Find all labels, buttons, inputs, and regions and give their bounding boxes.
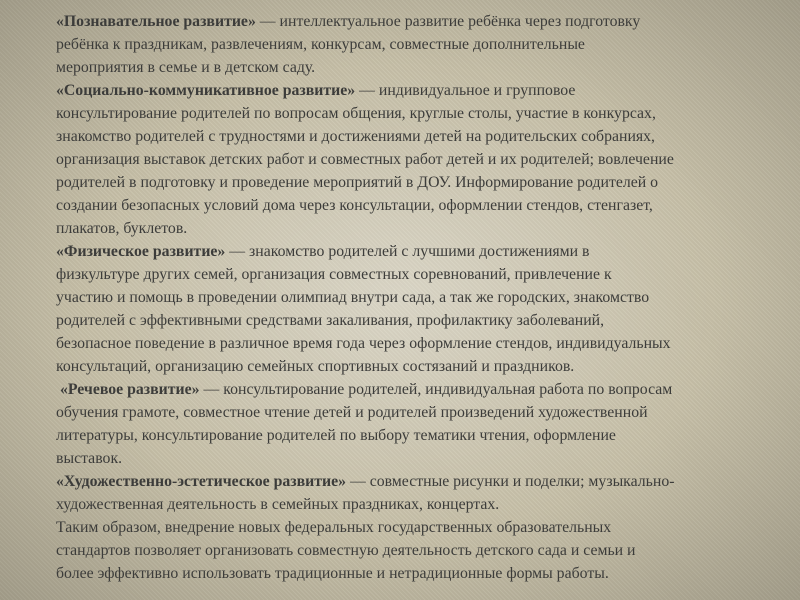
section-heading: «Физическое развитие» (56, 243, 226, 260)
section-line: выставок. (56, 450, 123, 467)
section-physical (56, 240, 761, 378)
section-text: — совместные рисунки и поделки; музыкально- (346, 473, 675, 490)
section-line: литературы, консультирование родителей по выбору тематики чтения, оформление (56, 427, 616, 444)
section-heading: «Речевое развитие» (56, 381, 200, 398)
section-text: — знакомство родителей с лучшими достижениями в (225, 243, 590, 260)
section-first-line (56, 79, 761, 102)
conclusion-line: более эффективно использовать традиционные и нетрадиционные формы работы. (56, 565, 609, 582)
section-line: создании безопасных условий дома через консультации, оформлении стендов, стенгазет, (56, 197, 653, 214)
section-first-line (56, 470, 761, 493)
section-line: ребёнка к праздникам, развлечениям, конкурсам, совместные дополнительные (56, 36, 585, 53)
section-line: физкультуре других семей, организация совместных соревнований, привлечение к (56, 266, 612, 283)
section-line: участию и помощь в проведении олимпиад внутри сада, а так же городских, знакомство (56, 289, 650, 306)
section-text: — индивидуальное и групповое (355, 82, 576, 99)
section-heading: «Познавательное развитие» (56, 13, 256, 30)
section-text: — консультирование родителей, индивидуальная работа по вопросам (199, 381, 673, 398)
section-artistic (56, 470, 761, 516)
section-line: родителей с эффективными средствами закаливания, профилактику заболеваний, (56, 312, 605, 329)
conclusion-paragraph (56, 516, 761, 585)
conclusion-line: стандартов позволяет организовать совместную деятельность детского сада и семьи и (56, 542, 636, 559)
section-line: художественная деятельность в семейных праздниках, концертах. (56, 496, 500, 513)
section-speech (56, 378, 761, 470)
section-line: организация выставок детских работ и совместных работ детей и их родителей; вовлечение (56, 151, 674, 168)
section-line: родителей в подготовку и проведение мероприятий в ДОУ. Информирование родителей о (56, 174, 659, 191)
section-social (56, 79, 761, 240)
section-line: знакомство родителей с трудностями и достижениями детей на родительских собраниях, (56, 128, 656, 145)
text-body (56, 10, 761, 585)
section-line: плакатов, буклетов. (56, 220, 188, 237)
section-line: мероприятия в семье и в детском саду. (56, 59, 316, 76)
section-heading: «Социально-коммуникативное развитие» (56, 82, 356, 99)
section-first-line (56, 240, 761, 263)
section-first-line (56, 10, 761, 33)
section-first-line (56, 378, 761, 401)
section-line: консультирование родителей по вопросам общения, круглые столы, участие в конкурсах, (56, 105, 656, 122)
section-heading: «Художественно-эстетическое развитие» (56, 473, 347, 490)
section-line: консультаций, организацию семейных спортивных состязаний и праздников. (56, 358, 575, 375)
conclusion-line: Таким образом, внедрение новых федеральных государственных образовательных (56, 519, 612, 536)
section-line: обучения грамоте, совместное чтение детей и родителей произведений художественной (56, 404, 648, 421)
section-cognitive (56, 10, 761, 79)
section-line: безопасное поведение в различное время года через оформление стендов, индивидуальных (56, 335, 671, 352)
section-text: — интеллектуальное развитие ребёнка через подготовку (255, 13, 641, 30)
